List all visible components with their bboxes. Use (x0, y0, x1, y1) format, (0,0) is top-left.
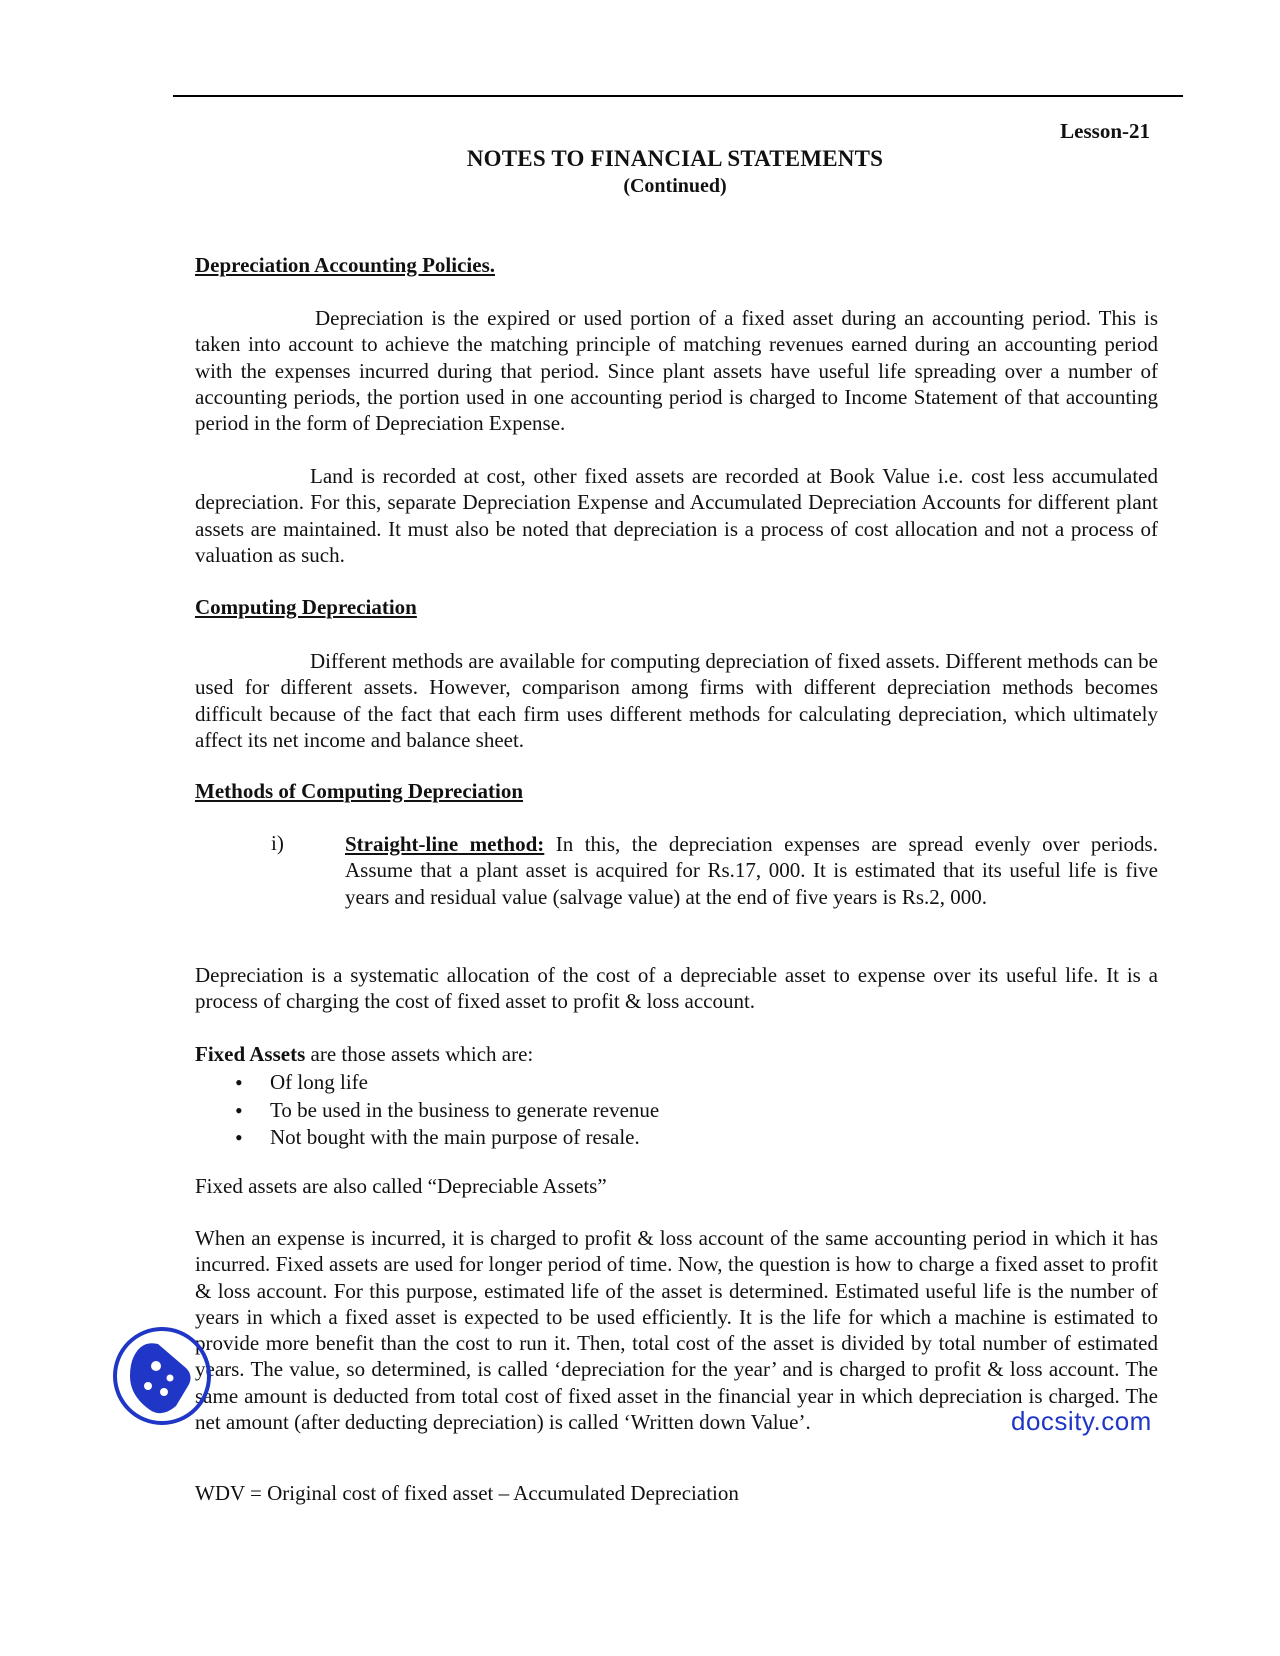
paragraph-systematic-allocation: Depreciation is a systematic allocation of the cost of a depreciable asset to expense over its useful life. It is a process of charging the cost of fixed asset to profit & loss account. (195, 963, 1158, 1014)
page-title: NOTES TO FINANCIAL STATEMENTS (466, 146, 884, 171)
paragraph-land-book-value: Land is recorded at cost, other fixed assets are recorded at Book Value i.e. cost less accumulated depreciation. For this, separate Depreciation Expense and Accumulated Depreciation Accounts for different plant assets are maintained. It must also be noted that depreciation is a process of cost allocation and not a process of valuation as such. (195, 464, 1158, 567)
heading-methods-computing: Methods of Computing Depreciation (195, 779, 524, 803)
lesson-label: Lesson-21 (1060, 119, 1150, 143)
docsity-logo-icon (112, 1326, 212, 1426)
straight-line-method-item (345, 831, 1158, 910)
list-item: • Of long life (195, 1069, 659, 1097)
page-subtitle: (Continued) (623, 175, 727, 197)
paragraph-depreciation-definition: Depreciation is the expired or used portion of a fixed asset during an accounting period. This is taken into account to achieve the matching principle of matching revenues earned during an accounting period with the expenses incurred during that period. Since plant assets have useful life spreading over a number of accounting periods, the portion used in one accounting period is charged to Income Statement of that accounting period in the form of Depreciation Expense. (195, 306, 1158, 436)
fixed-assets-intro (195, 1041, 1158, 1067)
top-rule (173, 95, 1183, 97)
list-item: • Not bought with the main purpose of resale. (195, 1124, 659, 1152)
wdv-formula: WDV = Original cost of fixed asset – Accumulated Depreciation (195, 1481, 739, 1505)
fixed-assets-label: Fixed Assets (195, 1042, 306, 1066)
straight-line-text: In this, the depreciation expenses are spread evenly over periods. Assume that a plant asset is acquired for Rs.17, 000. It is estimated that its useful life is five years and residual value (salvage value) at the end of five years is Rs.2, 000. (345, 832, 1158, 909)
paragraph-computing-methods: Different methods are available for computing depreciation of fixed assets. Different methods can be used for different assets. However, comparison among firms with different depreciation methods becomes difficult because of the fact that each firm uses different methods for calculating depreciation, which ultimately affect its net income and balance sheet. (195, 649, 1158, 752)
heading-computing-depreciation: Computing Depreciation (195, 595, 417, 619)
fixed-assets-list (195, 1069, 659, 1152)
list-marker: i) (271, 831, 284, 855)
depreciable-assets-note: Fixed assets are also called “Depreciable Assets” (195, 1174, 607, 1198)
docsity-watermark[interactable]: docsity.com (1011, 1406, 1152, 1436)
list-item: • To be used in the business to generate revenue (195, 1097, 659, 1125)
straight-line-label: Straight-line method: (345, 832, 545, 856)
paragraph-expense-incurred: When an expense is incurred, it is charged to profit & loss account of the same accounting period in which it has incurred. Fixed assets are used for longer period of time. Now, the question is how to charge a fixed asset to profit & loss account. For this purpose, estimated life of the asset is determined. Estimated useful life is the number of years in which a fixed asset is expected to be used efficiently. It is the life for which a machine is estimated to provide more benefit than the cost to run it. Then, total cost of the asset is divided by total number of estimated years. The value, so determined, is called ‘depreciation for the year’ and is charged to profit & loss account. The same amount is deducted from total cost of fixed asset in the financial year in which depreciation is charged. The net amount (after deducting depreciation) is called ‘Written down Value’. (195, 1226, 1158, 1435)
fixed-assets-intro-text: are those assets which are: (305, 1042, 534, 1066)
heading-depreciation-policies: Depreciation Accounting Policies. (195, 253, 495, 277)
